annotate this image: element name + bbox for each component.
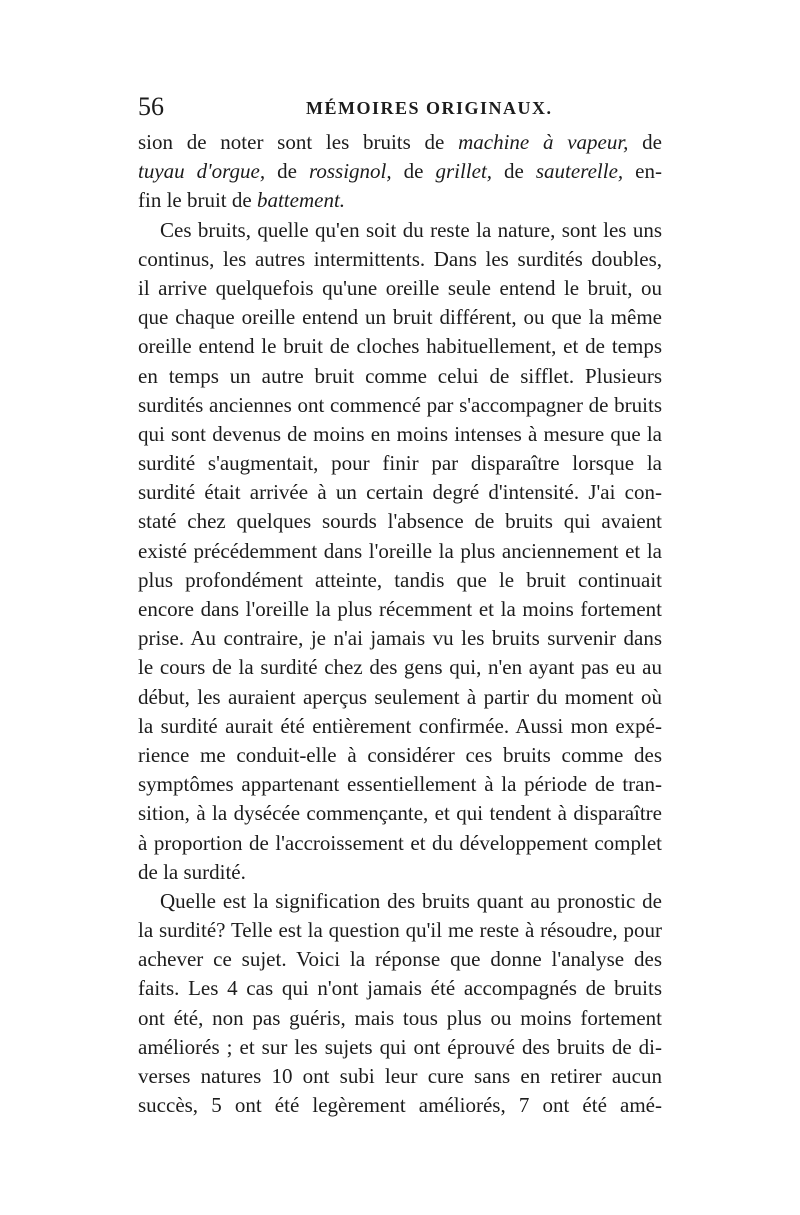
text-segment: que chaque oreille entend un bruit différent, ou que la même <box>138 305 662 330</box>
text-segment: surdité était arrivée à un certain degré d'intensité. J'ai con- <box>138 480 662 505</box>
text-segment: de <box>265 159 309 184</box>
text-line <box>138 303 662 332</box>
text-segment: sion de noter sont les bruits de <box>138 130 459 154</box>
text-line <box>138 887 662 916</box>
text-line <box>138 1062 662 1091</box>
text-segment: en- <box>623 159 662 184</box>
body-text <box>138 128 662 1120</box>
text-segment: en temps un autre bruit comme celui de sifflet. Plusieurs <box>138 363 662 388</box>
text-segment: de <box>492 159 536 184</box>
text-segment: prise. Au contraire, je n'ai jamais vu les bruits survenir dans <box>138 626 662 651</box>
text-segment: achever ce sujet. Voici la réponse que donne l'analyse des <box>138 947 662 972</box>
running-head <box>138 92 662 122</box>
text-segment: la surdité aurait été entièrement confirmée. Aussi mon expé- <box>138 713 662 738</box>
text-line <box>138 770 662 799</box>
italic-term: machine à vapeur, <box>458 130 629 154</box>
text-segment: succès, 5 ont été legèrement améliorés, 7 ont été amé- <box>138 1093 662 1118</box>
text-line <box>138 916 662 945</box>
text-segment: existé précédemment dans l'oreille la plus anciennement et la <box>138 538 662 563</box>
text-segment: sition, à la dysécée commençante, et qui tendent à disparaître <box>138 801 662 826</box>
text-segment: Quelle est la signification des bruits quant au pronostic de <box>160 888 662 913</box>
text-segment: staté chez quelques sourds l'absence de bruits qui avaient <box>138 509 662 534</box>
text-segment: de <box>628 130 662 154</box>
text-line <box>138 449 662 478</box>
text-line <box>138 478 662 507</box>
text-segment: Ces bruits, quelle qu'en soit du reste la nature, sont les uns <box>160 217 662 242</box>
text-segment: le cours de la surdité chez des gens qui, n'en ayant pas eu au <box>138 655 662 680</box>
text-segment: encore dans l'oreille la plus récemment et la moins fortement <box>138 597 662 621</box>
italic-term: battement. <box>256 188 346 213</box>
text-line <box>138 653 662 682</box>
text-line <box>138 186 662 215</box>
text-line <box>138 974 662 1003</box>
text-segment: à proportion de l'accroissement et du développement complet <box>138 830 662 855</box>
text-segment: rience me conduit-elle à considérer ces bruits comme des <box>138 742 662 767</box>
text-line <box>138 712 662 741</box>
text-line <box>138 1091 662 1120</box>
text-segment: oreille entend le bruit de cloches habituellement, et de temps <box>138 334 662 359</box>
text-line <box>138 829 662 858</box>
text-line <box>138 1033 662 1062</box>
text-line <box>138 157 662 186</box>
text-line <box>138 507 662 536</box>
text-segment: il arrive quelquefois qu'une oreille seule entend le bruit, ou <box>138 275 662 300</box>
text-segment: de <box>391 159 436 184</box>
text-segment: de la surdité. <box>138 859 246 884</box>
text-segment: surdité s'augmentait, pour finir par disparaître lorsque la <box>138 451 662 476</box>
text-segment: qui sont devenus de moins en moins intenses à mesure que la <box>138 421 662 446</box>
text-line <box>138 566 662 595</box>
italic-term: rossignol, <box>308 159 392 184</box>
text-segment: symptômes appartenant essentiellement à la période de tran- <box>138 772 662 797</box>
italic-term: grillet, <box>435 159 493 184</box>
running-title: MÉMOIRES ORIGINAUX. <box>306 98 553 118</box>
text-line <box>138 274 662 303</box>
text-line <box>138 128 662 157</box>
text-segment: faits. Les 4 cas qui n'ont jamais été accompagnés de bruits <box>138 976 662 1001</box>
text-line <box>138 537 662 566</box>
italic-term: tuyau d'orgue, <box>138 159 266 184</box>
text-line <box>138 945 662 974</box>
text-segment: ont été, non pas guéris, mais tous plus ou moins fortement <box>138 1005 662 1030</box>
text-segment: surdités anciennes ont commencé par s'accompagner de bruits <box>138 392 662 417</box>
text-segment: continus, les autres intermittents. Dans les surdités doubles, <box>138 246 662 271</box>
text-segment: plus profondément atteinte, tandis que le bruit continuait <box>138 567 662 592</box>
italic-term: sauterelle, <box>535 159 624 184</box>
text-line <box>138 595 662 624</box>
text-line <box>138 1004 662 1033</box>
text-line <box>138 858 662 887</box>
text-segment: début, les auraient aperçus seulement à partir du moment où <box>138 684 662 709</box>
text-line <box>138 216 662 245</box>
text-line <box>138 741 662 770</box>
text-line <box>138 799 662 828</box>
text-line <box>138 362 662 391</box>
text-line <box>138 391 662 420</box>
text-line <box>138 332 662 361</box>
text-line <box>138 420 662 449</box>
page-number: 56 <box>138 92 164 121</box>
text-segment: améliorés ; et sur les sujets qui ont éprouvé des bruits de di- <box>138 1034 662 1059</box>
text-line <box>138 245 662 274</box>
text-segment: fin le bruit de <box>138 188 257 213</box>
text-line <box>138 624 662 653</box>
text-segment: verses natures 10 ont subi leur cure sans en retirer aucun <box>138 1064 662 1088</box>
text-segment: la surdité? Telle est la question qu'il me reste à résoudre, pour <box>138 918 662 943</box>
text-line <box>138 683 662 712</box>
